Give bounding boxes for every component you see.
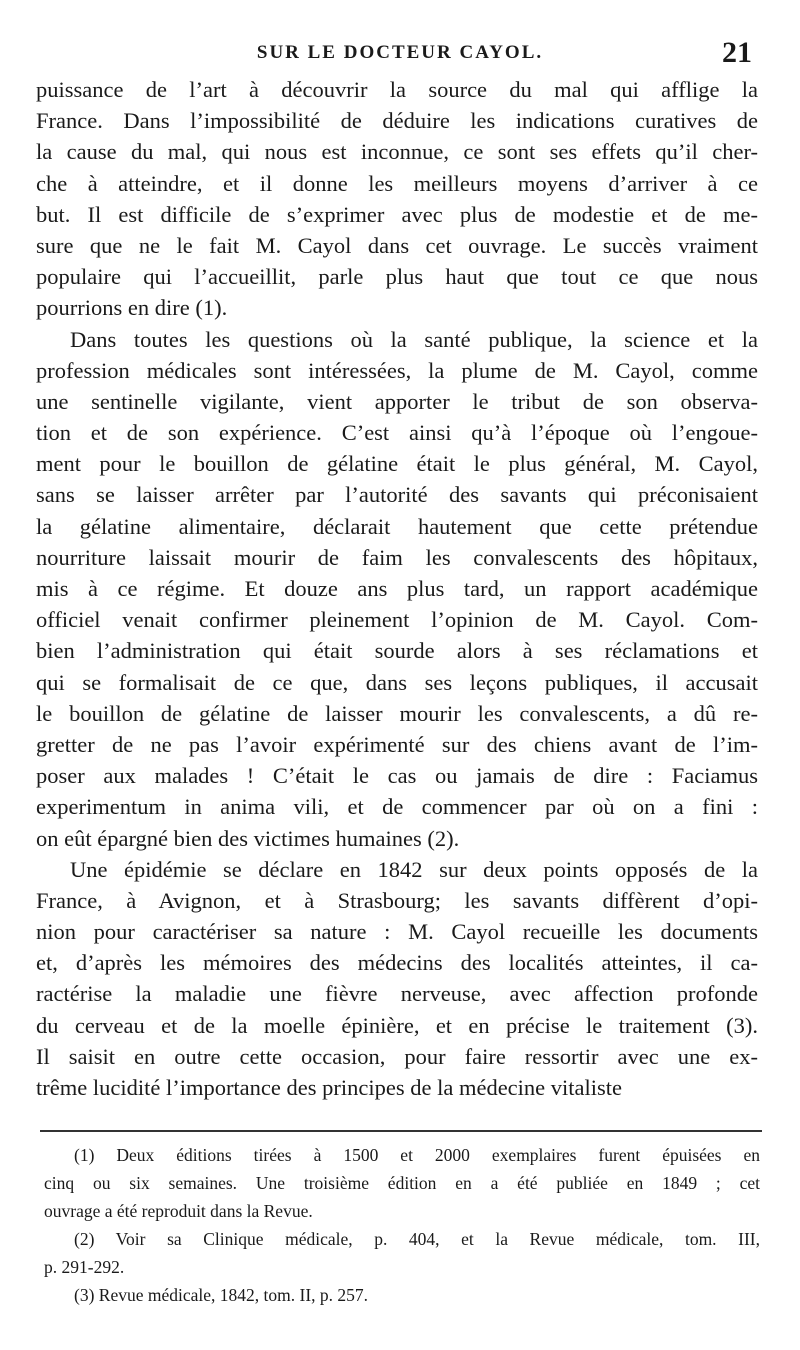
text-line: pourrions en dire (1). <box>36 295 228 321</box>
text-line: France, à Avignon, et à Strasbourg; les savants diffèrent d’opi- <box>36 887 758 913</box>
text-line: experimentum in anima vili, et de commencer par où on a fini : <box>36 794 758 820</box>
footnote-line: cinq ou six semaines. Une troisième édition en a été publiée en 1849 ; cet <box>44 1173 760 1193</box>
text-line: nourriture laissait mourir de faim les convalescents des hôpitaux, <box>36 544 758 570</box>
text-line: trême lucidité l’importance des principes de la médecine vitaliste <box>36 1075 623 1100</box>
text-line: nion pour caractériser sa nature : M. Cayol recueille les documents <box>36 919 758 945</box>
text-line: profession médicales sont intéressées, la plume de M. Cayol, comme <box>36 357 758 383</box>
text-line: but. Il est difficile de s’exprimer avec plus de modestie et de me- <box>36 201 758 227</box>
text-line: tion et de son expérience. C’est ainsi qu’à l’époque où l’engoue- <box>36 420 758 446</box>
text-line: la gélatine alimentaire, déclarait hautement que cette prétendue <box>36 513 758 539</box>
running-title: SUR LE DOCTEUR CAYOL. <box>256 42 544 63</box>
running-head <box>30 36 770 76</box>
text-line: une sentinelle vigilante, vient apporter le tribut de son observa- <box>36 388 758 414</box>
text-line: bien l’administration qui était sourde alors à ses réclamations et <box>36 638 758 664</box>
footnote <box>44 1141 760 1225</box>
footnote <box>44 1225 760 1281</box>
body-text <box>36 74 758 1103</box>
text-line: sans se laisser arrêter par l’autorité des savants qui préconisaient <box>36 482 758 508</box>
footnote-line: (3) Revue médicale, 1842, tom. II, p. 257. <box>74 1285 369 1305</box>
text-line: populaire qui l’accueillit, parle plus haut que tout ce que nous <box>36 264 758 290</box>
text-line: France. Dans l’impossibilité de déduire les indications curatives de <box>36 108 758 134</box>
footnote-line: (1) Deux éditions tirées à 1500 et 2000 exemplaires furent épuisées en <box>74 1145 760 1165</box>
text-line: gretter de ne pas l’avoir expérimenté sur des chiens avant de l’im- <box>36 731 758 757</box>
text-line: on eût épargné bien des victimes humaines (2). <box>36 825 460 851</box>
footnote-line: (2) Voir sa Clinique médicale, p. 404, et la Revue médicale, tom. III, <box>74 1229 760 1249</box>
text-line: officiel venait confirmer pleinement l’opinion de M. Cayol. Com- <box>36 607 758 633</box>
page-number: 21 <box>722 36 752 69</box>
text-line: sure que ne le fait M. Cayol dans cet ouvrage. Le succès vraiment <box>36 232 758 258</box>
footnote <box>44 1281 760 1309</box>
text-line: qui se formalisait de ce que, dans ses leçons publiques, il accusait <box>36 669 758 695</box>
text-line: mis à ce régime. Et douze ans plus tard, un rapport académique <box>36 576 758 601</box>
text-line: ractérise la maladie une fièvre nerveuse, avec affection profonde <box>36 981 758 1007</box>
text-line: Dans toutes les questions où la santé publique, la science et la <box>70 326 758 352</box>
text-line: Une épidémie se déclare en 1842 sur deux points opposés de la <box>70 856 758 882</box>
footnote-line: ouvrage a été reproduit dans la Revue. <box>44 1201 313 1221</box>
paragraph <box>36 854 758 1104</box>
text-line: Il saisit en outre cette occasion, pour faire ressortir avec une ex- <box>36 1043 758 1069</box>
footnote-line: p. 291-292. <box>44 1257 125 1277</box>
text-line: et, d’après les mémoires des médecins des localités atteintes, il ca- <box>36 950 758 976</box>
text-line: la cause du mal, qui nous est inconnue, ce sont ses effets qu’il cher- <box>36 139 758 165</box>
text-line: ment pour le bouillon de gélatine était le plus général, M. Cayol, <box>36 451 758 477</box>
text-line: le bouillon de gélatine de laisser mourir les convalescents, a dû re- <box>36 700 758 726</box>
text-line: poser aux malades ! C’était le cas ou jamais de dire : Faciamus <box>36 763 758 789</box>
text-line: che à atteindre, et il donne les meilleurs moyens d’arriver à ce <box>36 170 758 196</box>
paragraph <box>36 324 758 854</box>
text-line: puissance de l’art à découvrir la source du mal qui afflige la <box>36 77 758 102</box>
footnotes <box>44 1141 760 1309</box>
text-line: du cerveau et de la moelle épinière, et en précise le traitement (3). <box>36 1012 758 1038</box>
footnote-rule <box>40 1130 762 1132</box>
paragraph <box>36 74 758 324</box>
